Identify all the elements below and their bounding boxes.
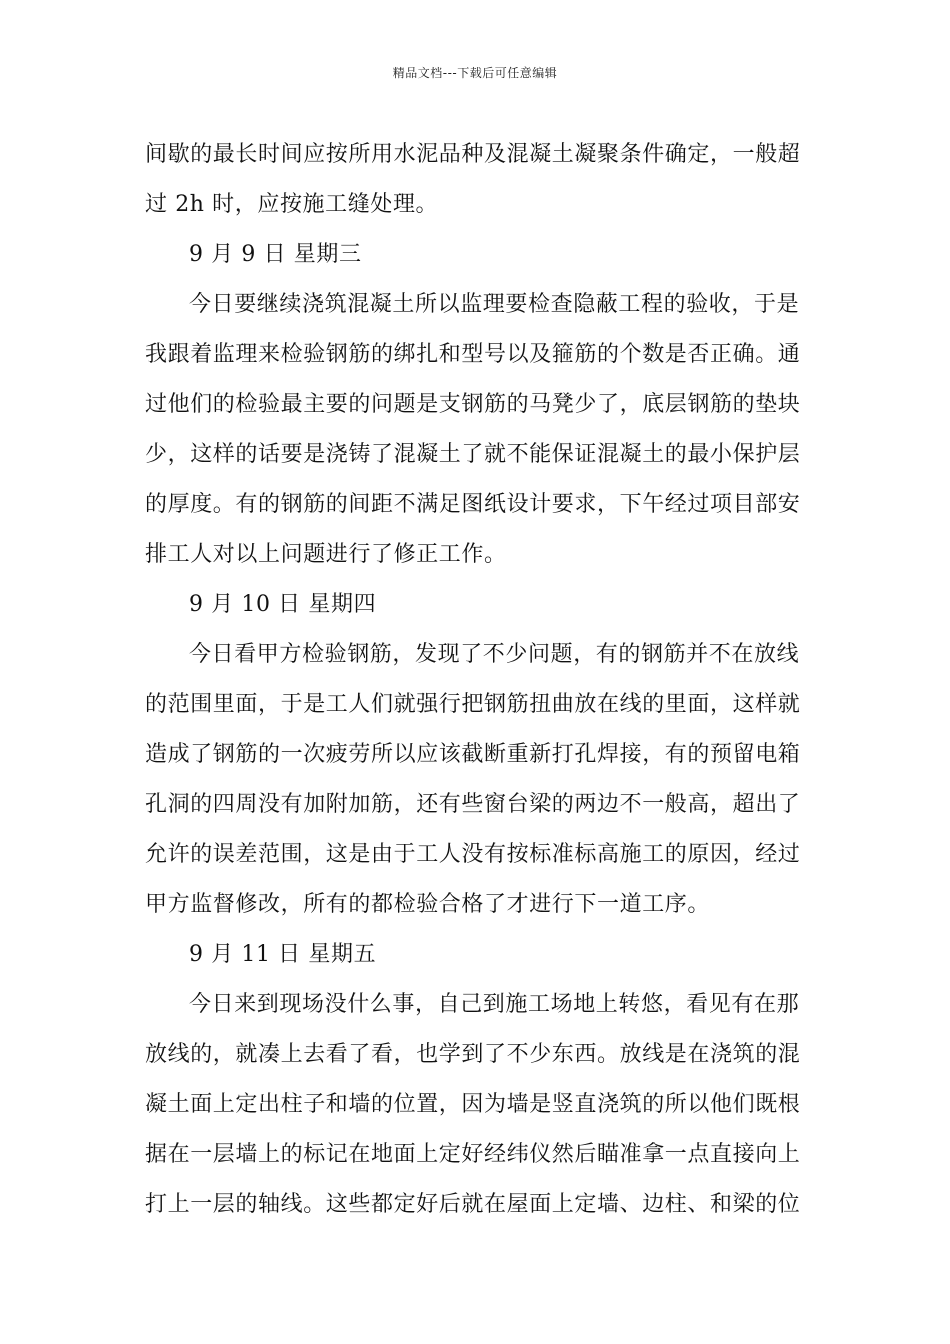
text-line: 打上一层的轴线。这些都定好后就在屋面上定墙、边柱、和梁的位 [145,1192,801,1217]
paragraph-start: 今日来到现场没什么事，自己到施工场地上转悠，看见有在那 [189,992,800,1017]
text-line: 过 2h 时，应按施工缝处理。 [145,192,439,217]
text-line: 造成了钢筋的一次疲劳所以应该截断重新打孔焊接，有的预留电箱 [145,742,801,767]
text-line: 的厚度。有的钢筋的间距不满足图纸设计要求，下午经过项目部安 [145,492,801,517]
paragraph-start: 今日要继续浇筑混凝土所以监理要检查隐蔽工程的验收，于是 [189,292,800,317]
text-line: 允许的误差范围，这是由于工人没有按标准标高施工的原因，经过 [145,842,801,867]
text-line: 少，这样的话要是浇铸了混凝土了就不能保证混凝土的最小保护层 [145,442,801,467]
text-line: 排工人对以上问题进行了修正工作。 [145,542,507,567]
text-line: 孔洞的四周没有加附加筋，还有些窗台梁的两边不一般高，超出了 [145,792,801,817]
text-line: 据在一层墙上的标记在地面上定好经纬仪然后瞄准拿一点直接向上 [145,1142,801,1167]
text-line: 的范围里面，于是工人们就强行把钢筋扭曲放在线的里面，这样就 [145,692,801,717]
paragraph-start: 今日看甲方检验钢筋，发现了不少问题，有的钢筋并不在放线 [189,642,800,667]
text-line: 放线的，就凑上去看了看，也学到了不少东西。放线是在浇筑的混 [145,1042,801,1067]
page-header: 精品文档---下载后可任意编辑 [392,66,558,80]
text-line: 过他们的检验最主要的问题是支钢筋的马凳少了，底层钢筋的垫块 [145,392,801,417]
text-line: 凝土面上定出柱子和墙的位置，因为墙是竖直浇筑的所以他们既根 [145,1092,801,1117]
date-heading: 9 月 10 日 星期四 [189,592,377,617]
text-line: 甲方监督修改，所有的都检验合格了才进行下一道工序。 [145,892,711,917]
document-body [145,130,810,1230]
text-line: 我跟着监理来检验钢筋的绑扎和型号以及箍筋的个数是否正确。通 [145,342,801,367]
date-heading: 9 月 11 日 星期五 [189,942,377,967]
date-heading: 9 月 9 日 星期三 [189,242,362,267]
text-line: 间歇的最长时间应按所用水泥品种及混凝土凝聚条件确定，一般超 [145,142,801,167]
